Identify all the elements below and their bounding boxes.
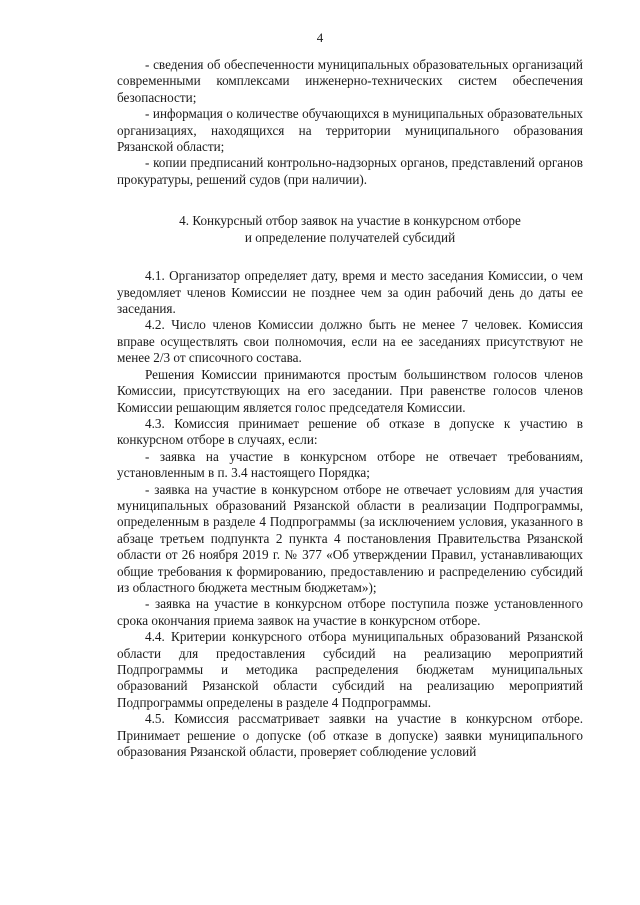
list-item-late-submission: - заявка на участие в конкурсном отборе поступила позже установленного срока окончания приема заявок на участие в конкурсном отборе. <box>117 596 583 628</box>
paragraph-4-2: 4.2. Число членов Комиссии должно быть не менее 7 человек. Комиссия вправе осуществлять свои полномочия, если на ее заседаниях присутствуют не менее 2/3 от списочного состава. <box>117 317 583 366</box>
section-heading-line-1: 4. Конкурсный отбор заявок на участие в конкурсном отборе <box>179 213 521 229</box>
paragraph-4-4: 4.4. Критерии конкурсного отбора муниципальных образований Рязанской области для предоставления субсидий на реализацию мероприятий Подпрограммы и методика распределения бюджетам муниципальных образований Рязанской области субсидий на реализацию мероприятий Подпрограммы определены в разделе 4 Подпрограммы. <box>117 629 583 710</box>
paragraph-4-5: 4.5. Комиссия рассматривает заявки на участие в конкурсном отборе. Принимает решение о допуске (об отказе в допуске) заявки муниципального образования Рязанской области, проверяет соблюдение условий <box>117 711 583 760</box>
intro-item-student-count: - информация о количестве обучающихся в муниципальных образовательных организациях, находящихся на территории муниципального образования Рязанской области; <box>117 106 583 155</box>
section-heading <box>117 212 583 246</box>
document-body <box>117 57 583 760</box>
intro-item-infrastructure: - сведения об обеспеченности муниципальных образовательных организаций современными комплексами инженерно-технических систем обеспечения безопасности; <box>117 57 583 105</box>
list-item-requirements: - заявка на участие в конкурсном отборе не отвечает требованиям, установленным в п. 3.4 настоящего Порядка; <box>117 448 583 481</box>
paragraph-4-3: 4.3. Комиссия принимает решение об отказе в допуске к участию в конкурсном отборе в случаях, если: <box>117 415 583 448</box>
list-item-conditions: - заявка на участие в конкурсном отборе не отвечает условиям для участия муниципальных образований Рязанской области в реализации Подпрограммы, определенным в разделе 4 Подпрограммы (за исключением условия, указанного в абзаце третьем подпункта 2 пункта 4 постановления Правительства Рязанской области от 26 ноября 2019 г. № 377 «Об утверждении Правил, устанавливающих общие требования к формированию, предоставлению и распределению субсидий из областного бюджета местным бюджетам»); <box>117 481 583 595</box>
paragraph-4-1: 4.1. Организатор определяет дату, время и место заседания Комиссии, о чем уведомляет членов Комиссии не позднее чем за один рабочий день до даты ее заседания. <box>117 268 583 317</box>
page-number: 4 <box>316 30 324 45</box>
section-heading-line-2: и определение получателей субсидий <box>244 230 456 246</box>
intro-item-prescriptions: - копии предписаний контрольно-надзорных органов, представлений органов прокуратуры, решений судов (при наличии). <box>117 155 583 187</box>
paragraph-decisions: Решения Комиссии принимаются простым большинством голосов членов Комиссии, присутствующих на его заседании. При равенстве голосов членов Комиссии решающим является голос председателя Комиссии. <box>117 366 583 415</box>
